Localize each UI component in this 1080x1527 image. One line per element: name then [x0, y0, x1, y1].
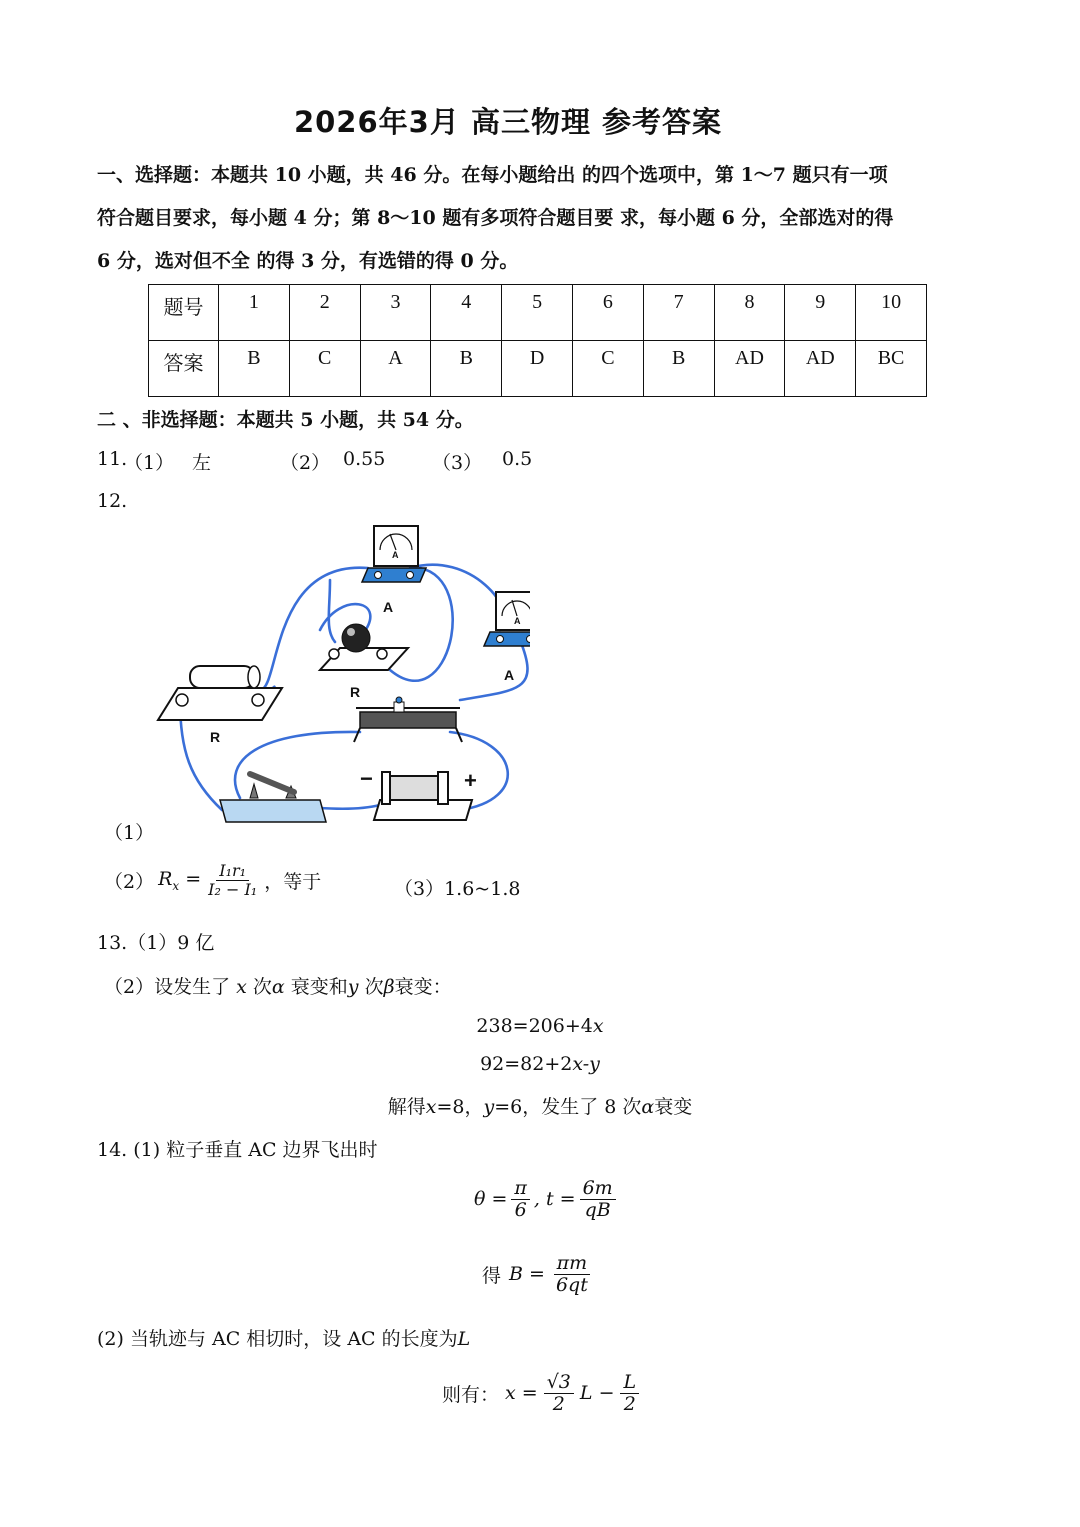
- fraction-L-2: $\frac{L}{2}$: [620, 1372, 639, 1415]
- table-cell-number: 5: [502, 285, 573, 341]
- q11-number: 11.: [97, 448, 128, 470]
- page-title: 2026年3月 高三物理 参考答案: [293, 105, 723, 139]
- q13-part1: 13.（1）9 亿: [97, 932, 215, 954]
- resistor-cylinder: [158, 666, 282, 720]
- section2-heading: 二 、非选择题：本题共 5 小题，共 54 分。: [97, 409, 474, 431]
- q14-equation3: 则有： x = $\frac{√3}{2}$ L − $\frac{L}{2}$: [442, 1372, 639, 1415]
- q12-number: 12.: [97, 490, 128, 512]
- q11-part3-answer: 0.5: [502, 448, 533, 470]
- q13-equation1: 238=206+4x: [476, 1015, 604, 1037]
- fraction-pi-6: $\frac{\pi}{6}$: [511, 1178, 530, 1221]
- q11-part1-answer: 左: [192, 452, 212, 474]
- label-r-left: R: [210, 729, 221, 745]
- svg-text:A: A: [514, 616, 521, 626]
- table-cell-number: 8: [714, 285, 785, 341]
- table-cell-answer: D: [502, 341, 573, 397]
- table-cell-number: 1: [219, 285, 290, 341]
- label-a-right: A: [504, 667, 515, 683]
- q12-part2-label: （2）: [104, 870, 155, 893]
- table-cell-answer: AD: [785, 341, 856, 397]
- table-header-label: 题号: [149, 285, 219, 341]
- label-plus: +: [464, 768, 477, 793]
- table-cell-answer: B: [219, 341, 290, 397]
- circuit-diagram: [150, 520, 530, 830]
- q13-equation2: 92=82+2x-y: [480, 1053, 600, 1075]
- q11-part2-label: （2）: [280, 452, 331, 474]
- table-cell-number: 9: [785, 285, 856, 341]
- q12-part1-label: （1）: [104, 822, 155, 844]
- table-cell-answer: A: [360, 341, 431, 397]
- fraction-pim-6qt: $\frac{\pi m}{6qt}$: [553, 1253, 591, 1296]
- table-cell-number: 4: [431, 285, 502, 341]
- table-row-answers: [149, 341, 927, 397]
- label-minus: −: [360, 766, 373, 791]
- rheostat: [354, 697, 462, 742]
- q11-part2-answer: 0.55: [343, 448, 386, 470]
- table-row-numbers: [149, 285, 927, 341]
- table-cell-number: 10: [856, 285, 927, 341]
- section1-line1: 一、选择题：本题共 10 小题，共 46 分。在每小题给出 的四个选项中，第 1～7 题只有一项: [97, 164, 888, 186]
- q14-part1: 14. (1) 粒子垂直 AC 边界飞出时: [97, 1139, 378, 1161]
- section1-line2: 符合题目要求，每小题 4 分；第 8～10 题有多项符合题目要 求，每小题 6 分，全部选对的得: [97, 207, 894, 229]
- table-cell-answer: B: [431, 341, 502, 397]
- ammeter-right: [484, 592, 530, 646]
- ammeter-top: [362, 526, 426, 582]
- svg-text:A: A: [392, 550, 399, 560]
- table-cell-answer: C: [289, 341, 360, 397]
- table-cell-answer: BC: [856, 341, 927, 397]
- answer-table: [148, 284, 927, 397]
- section1-line3: 6 分，选对但不全 的得 3 分，有选错的得 0 分。: [97, 250, 519, 272]
- label-r-middle: R: [350, 684, 361, 700]
- q12-part2-tail: ，等于: [264, 870, 322, 893]
- battery: [374, 772, 472, 820]
- q14-equation2: 得 B = $\frac{\pi m}{6qt}$: [482, 1253, 591, 1296]
- label-a-top: A: [383, 599, 394, 615]
- table-cell-number: 7: [643, 285, 714, 341]
- q11-part3-label: （3）: [432, 452, 483, 474]
- table-cell-answer: AD: [714, 341, 785, 397]
- resistor-sphere: [320, 624, 408, 670]
- q12-part3: （3）1.6~1.8: [394, 878, 521, 900]
- table-cell-number: 6: [572, 285, 643, 341]
- formula-fraction: $\frac{\text{I₁r₁}}{\text{I₂ − I₁}}$: [208, 861, 258, 899]
- q13-result: 解得x=8，y=6，发生了 8 次α衰变: [387, 1096, 693, 1118]
- q13-part2: （2）设发生了 x 次α 衰变和y 次β衰变：: [104, 976, 452, 998]
- fraction-6m-qB: $\frac{6m}{qB}$: [580, 1178, 616, 1221]
- q14-equation1: θ = $\frac{\pi}{6}$ , t = $\frac{6m}{qB}$: [474, 1178, 616, 1221]
- table-answer-label: 答案: [149, 341, 219, 397]
- formula-lhs: $R_x$ =: [158, 867, 202, 893]
- table-cell-number: 3: [360, 285, 431, 341]
- table-cell-number: 2: [289, 285, 360, 341]
- fraction-sqrt3-2: $\frac{√3}{2}$: [544, 1372, 574, 1415]
- table-cell-answer: C: [572, 341, 643, 397]
- table-cell-answer: B: [643, 341, 714, 397]
- q11-part1-label: （1）: [124, 452, 175, 474]
- q14-part2: (2) 当轨迹与 AC 相切时，设 AC 的长度为L: [97, 1328, 471, 1350]
- q12-part2: [104, 862, 321, 898]
